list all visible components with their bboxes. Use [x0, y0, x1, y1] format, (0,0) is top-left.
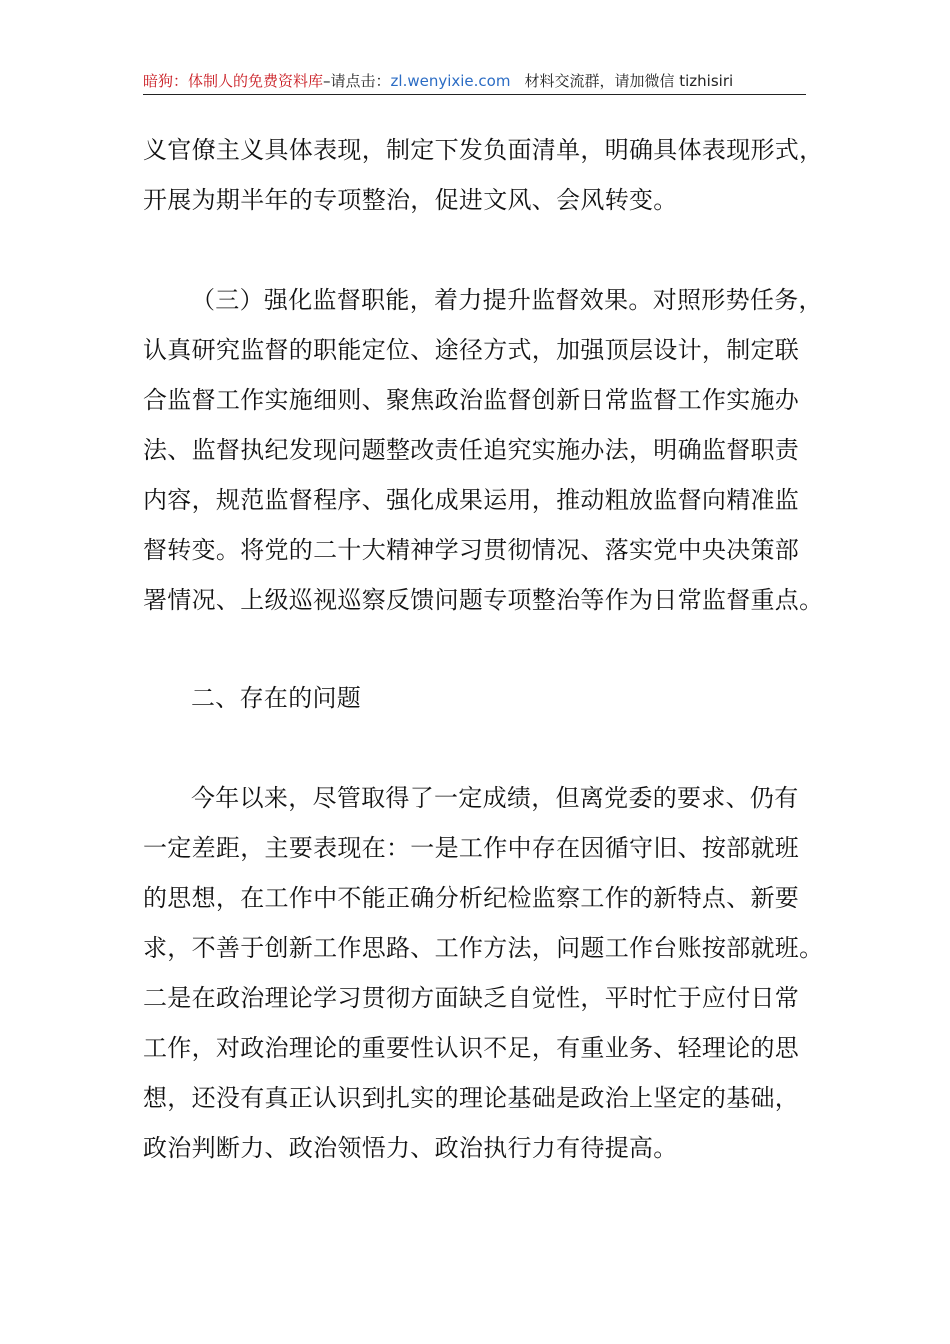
- section-heading: [143, 673, 808, 723]
- paragraph-2: [143, 275, 824, 625]
- text-line: 二是在政治理论学习贯彻方面缺乏自觉性，平时忙于应付日常: [143, 984, 800, 1012]
- text-line: 认真研究监督的职能定位、途径方式，加强顶层设计，制定联: [143, 336, 800, 364]
- heading-text: 二、存在的问题: [191, 684, 362, 712]
- header-contact: 材料交流群，请加微信 tizhisiri: [524, 72, 734, 90]
- text-line: 开展为期半年的专项整治，促进文风、会风转变。: [143, 186, 678, 214]
- text-line: 想，还没有真正认识到扎实的理论基础是政治上坚定的基础，: [143, 1084, 800, 1112]
- page-header: [143, 68, 806, 95]
- text-line: 工作，对政治理论的重要性认识不足，有重业务、轻理论的思: [143, 1034, 800, 1062]
- header-link[interactable]: zl.wenyixie.com: [390, 72, 511, 90]
- text-line: 署情况、上级巡视巡察反馈问题专项整治等作为日常监督重点。: [143, 586, 824, 614]
- header-brand: 暗狗：体制人的免费资料库: [143, 72, 324, 90]
- text-line: 政治判断力、政治领悟力、政治执行力有待提高。: [143, 1134, 678, 1162]
- text-line: 义官僚主义具体表现，制定下发负面清单，明确具体表现形式，: [143, 136, 824, 164]
- text-line: 的思想，在工作中不能正确分析纪检监察工作的新特点、新要: [143, 884, 800, 912]
- paragraph-1: [143, 125, 824, 225]
- text-line: 督转变。将党的二十大精神学习贯彻情况、落实党中央决策部: [143, 536, 800, 564]
- text-line: 合监督工作实施细则、聚焦政治监督创新日常监督工作实施办: [143, 386, 800, 414]
- header-separator: –请点击：: [323, 72, 391, 90]
- text-line: 求，不善于创新工作思路、工作方法，问题工作台账按部就班。: [143, 934, 824, 962]
- text-line: 法、监督执纪发现问题整改责任追究实施办法，明确监督职责: [143, 436, 800, 464]
- text-line: 一定差距，主要表现在：一是工作中存在因循守旧、按部就班: [143, 834, 800, 862]
- text-line: （三）强化监督职能，着力提升监督效果。对照形势任务，: [191, 286, 823, 314]
- paragraph-3: [143, 773, 824, 1173]
- text-line: 内容，规范监督程序、强化成果运用，推动粗放监督向精准监: [143, 486, 800, 514]
- text-line: 今年以来，尽管取得了一定成绩，但离党委的要求、仍有: [191, 784, 799, 812]
